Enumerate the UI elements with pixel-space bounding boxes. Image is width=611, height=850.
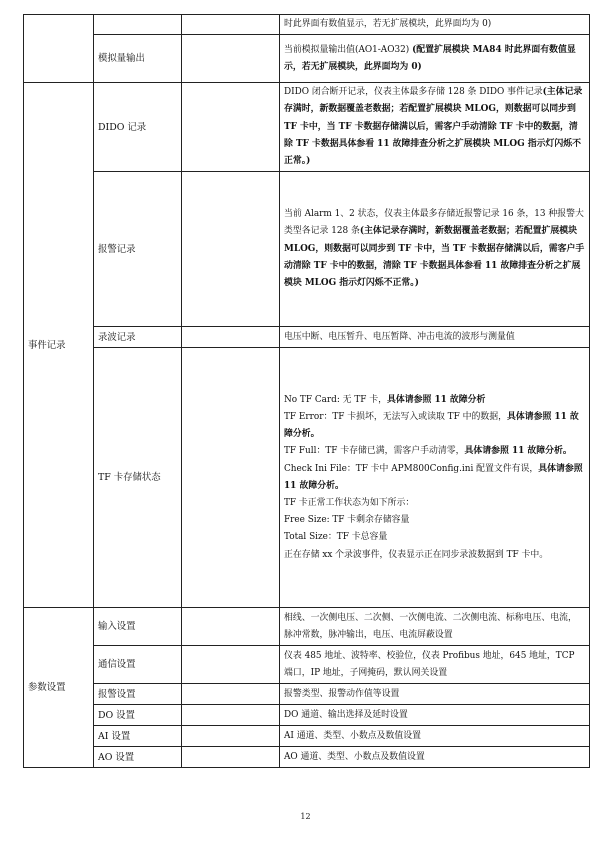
alarm-text: 当前 Alarm 1、2 状态，仪表主体最多存储近报警记录 16 条，13 种报警大类型各记录 128 条 xyxy=(284,209,584,237)
empty-cell xyxy=(182,172,280,327)
tf-normal-line: TF 卡正常工作状态为如下所示： xyxy=(284,497,415,508)
do-settings-label: DO 设置 xyxy=(94,705,182,726)
empty-cell xyxy=(182,705,280,726)
tf-ini-line xyxy=(284,461,585,495)
tf-nocard-line xyxy=(284,392,585,409)
tf-ini-note: 具体请参照 11 故障分析。 xyxy=(284,463,583,491)
table-row xyxy=(24,348,590,608)
tf-full-line xyxy=(284,443,585,460)
empty-cell xyxy=(182,747,280,768)
tf-total-line: Total Size：TF 卡总容量 xyxy=(284,532,388,543)
empty-cell xyxy=(182,15,280,35)
sub-cell-empty xyxy=(94,15,182,35)
alarm-settings-label: 报警设置 xyxy=(94,684,182,705)
table-row xyxy=(24,684,590,705)
tf-status-label: TF 卡存储状态 xyxy=(94,348,182,608)
ai-settings-label: AI 设置 xyxy=(94,726,182,747)
alarm-note: (主体记录存满时，新数据覆盖老数据；若配置扩展模块 MLOG，则数据可以同步到 TF 卡中，当 TF 卡数据存储满以后，需客户手动清除 TF 卡中的数据，清除 TF 卡数据具体参看 11 故障排查分析之扩展模块 MLOG 指示灯闪烁不正常。) xyxy=(284,226,585,289)
empty-cell xyxy=(182,646,280,684)
table-row xyxy=(24,35,590,83)
tf-status-description xyxy=(280,348,590,608)
table-row xyxy=(24,83,590,172)
empty-cell xyxy=(182,608,280,646)
table-row xyxy=(24,705,590,726)
empty-cell xyxy=(182,327,280,348)
tf-full-note: 具体请参照 11 故障分析。 xyxy=(464,446,572,457)
analog-output-note: (配置扩展模块 MA84 时此界面有数值显示，若无扩展模块，此界面均为 0) xyxy=(284,44,576,72)
dido-note: (主体记录存满时，新数据覆盖老数据；若配置扩展模块 MLOG，则数据可以同步到 TF 卡中，当 TF 卡数据存储满以后，需客户手动清除 TF 卡中的数据，清除 TF 卡数据具体参看 11 故障排查分析之扩展模块 MLOG 指示灯闪烁不正常。) xyxy=(284,87,583,167)
continuation-text: 时此界面有数值显示，若无扩展模块，此界面均为 0) xyxy=(284,19,492,29)
empty-cell xyxy=(182,83,280,172)
empty-cell xyxy=(182,348,280,608)
dido-record-label: DIDO 记录 xyxy=(94,83,182,172)
wave-record-label: 录波记录 xyxy=(94,327,182,348)
category-cell-empty xyxy=(24,15,94,83)
table-row xyxy=(24,15,590,35)
category-parameter-settings: 参数设置 xyxy=(24,608,94,768)
dido-text: DIDO 闭合断开记录，仪表主体最多存储 128 条 DIDO 事件记录 xyxy=(284,87,543,98)
input-settings-description: 相线、一次侧电压、二次侧、一次侧电流、二次侧电流、标称电压、电流，脉冲常数，脉冲输出，电压、电流屏蔽设置 xyxy=(280,608,590,646)
page-number: 12 xyxy=(300,812,311,821)
tf-ini-text: Check Ini File：TF 卡中 APM800Config.ini 配置文件有误， xyxy=(284,463,539,474)
category-event-records: 事件记录 xyxy=(24,83,94,608)
comm-settings-description: 仪表 485 地址、波特率、校验位，仪表 Profibus 地址，645 地址，TCP 端口，IP 地址，子网掩码，默认网关设置 xyxy=(280,646,590,684)
alarm-record-label: 报警记录 xyxy=(94,172,182,327)
analog-output-description xyxy=(280,35,590,83)
empty-cell xyxy=(182,684,280,705)
alarm-settings-description: 报警类型、报警动作值等设置 xyxy=(280,684,590,705)
table-row xyxy=(24,646,590,684)
tf-free-line: Free Size: TF 卡剩余存储容量 xyxy=(284,515,410,526)
table-row xyxy=(24,726,590,747)
comm-settings-label: 通信设置 xyxy=(94,646,182,684)
dido-record-description xyxy=(280,83,590,172)
tf-error-text: TF Error：TF 卡损坏，无法写入或读取 TF 中的数据， xyxy=(284,411,507,422)
do-settings-description: DO 通道、输出选择及延时设置 xyxy=(280,705,590,726)
analog-output-label: 模拟量输出 xyxy=(94,35,182,83)
tf-full-text: TF Full：TF 卡存储已满，需客户手动清零， xyxy=(284,446,465,457)
tf-error-note: 具体请参照 11 故障分析。 xyxy=(284,411,579,440)
table-row xyxy=(24,608,590,646)
row-description xyxy=(280,15,590,35)
empty-cell xyxy=(182,726,280,747)
ao-settings-description: AO 通道、类型、小数点及数值设置 xyxy=(280,747,590,768)
empty-cell xyxy=(182,35,280,83)
wave-record-description: 电压中断、电压暂升、电压暂降、冲击电流的波形与测量值 xyxy=(280,327,590,348)
alarm-record-description xyxy=(280,172,590,327)
tf-nocard-note: 具体请参照 11 故障分析 xyxy=(387,394,486,405)
table-row xyxy=(24,747,590,768)
input-settings-label: 输入设置 xyxy=(94,608,182,646)
analog-output-text: 当前模拟量输出值(AO1-AO32) xyxy=(284,44,413,55)
tf-sync-line: 正在存储 xx 个录波事件，仪表显示正在同步录波数据到 TF 卡中。 xyxy=(284,549,549,560)
tf-error-line xyxy=(284,409,585,443)
table-row xyxy=(24,327,590,348)
spec-table xyxy=(23,14,590,768)
table-row xyxy=(24,172,590,327)
ai-settings-description: AI 通道、类型、小数点及数值设置 xyxy=(280,726,590,747)
tf-nocard-text: No TF Card: 无 TF 卡， xyxy=(284,394,387,405)
ao-settings-label: AO 设置 xyxy=(94,747,182,768)
